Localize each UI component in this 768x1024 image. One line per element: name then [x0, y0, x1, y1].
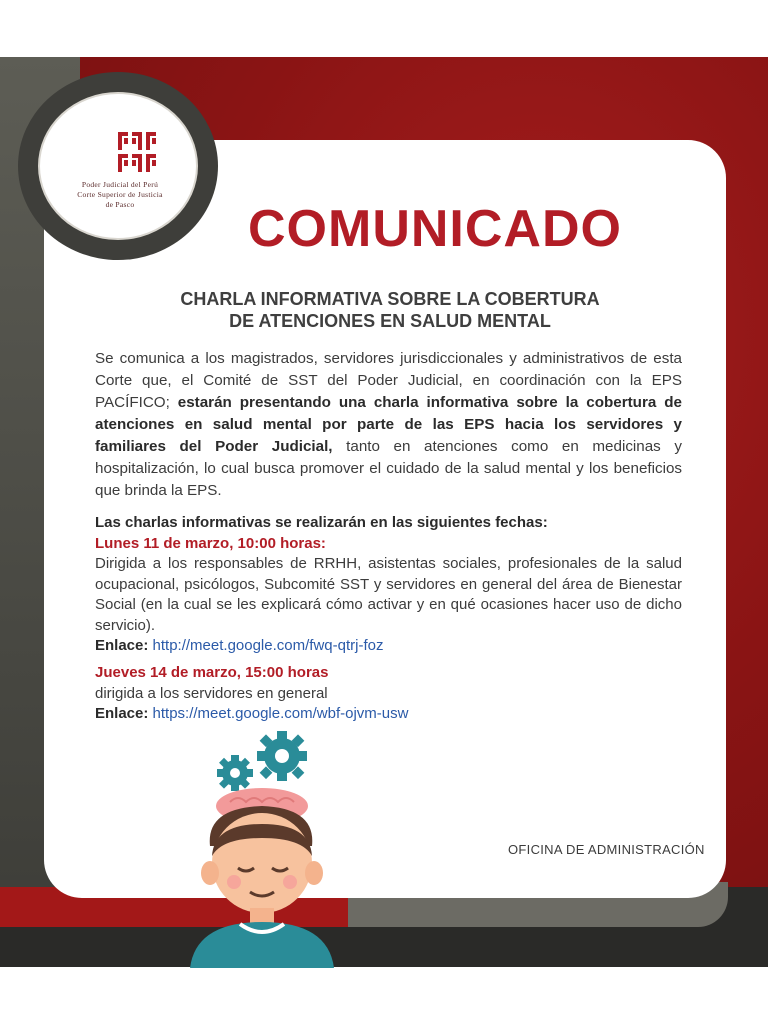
judicial-emblem-icon	[116, 130, 164, 174]
session-1-description: Dirigida a los responsables de RRHH, asistentas sociales, profesionales de la salud ocupacional, psicólogos, Subcomité SST y servidores en general del área de Bienestar Social (en la cual se les explicará cómo activar y en qué ocasiones hacer uso de dicho servicio).	[95, 555, 682, 634]
session-1-link-row	[95, 636, 682, 657]
subtitle-line-1: CHARLA INFORMATIVA SOBRE LA COBERTURA	[180, 289, 600, 309]
gear-small-icon	[217, 755, 253, 791]
office-signature: OFICINA DE ADMINISTRACIÓN	[508, 842, 705, 857]
thinking-kid-illustration	[170, 728, 350, 968]
logo-line-2: Corte Superior de Justicia	[77, 190, 163, 199]
session-2	[95, 663, 682, 725]
page-title: COMUNICADO	[248, 200, 622, 258]
announcement-paragraph	[95, 348, 682, 502]
session-1-link-label: Enlace:	[95, 637, 149, 654]
gear-large-icon	[257, 731, 307, 781]
session-1-date: Lunes 11 de marzo, 10:00 horas:	[95, 534, 326, 552]
logo-line-3: de Pasco	[105, 200, 135, 209]
session-2-link-label: Enlace:	[95, 705, 149, 722]
logo-line-1: Poder Judicial del Perú	[81, 180, 159, 189]
session-2-description: dirigida a los servidores en general	[95, 684, 328, 702]
session-2-link[interactable]: https://meet.google.com/wbf-ojvm-usw	[152, 705, 409, 722]
session-2-link-row	[95, 704, 682, 725]
subtitle-line-2: DE ATENCIONES EN SALUD MENTAL	[229, 311, 551, 331]
paragraph-intro: Se comunica a los magistrados, servidores jurisdiccionales y administrativos de esta Corte que, el Comité de SST del Poder Judicial, en coordinación con la EPS PACÍFICO;	[95, 350, 682, 411]
paragraph-bold: estarán presentando una charla informativa sobre la cobertura de atenciones en salud mental por parte de las EPS hacia los servidores y familiares del Poder Judicial,	[95, 394, 682, 455]
subtitle	[150, 288, 630, 332]
schedule-section	[95, 513, 682, 657]
schedule-heading: Las charlas informativas se realizarán en las siguientes fechas:	[95, 514, 548, 531]
session-2-date: Jueves 14 de marzo, 15:00 horas	[95, 664, 329, 681]
paragraph-rest: tanto en atenciones como en medicinas y hospitalización, lo cual busca promover el cuidado de la salud mental y los beneficios que brinda la EPS.	[95, 438, 682, 499]
session-1-link[interactable]: http://meet.google.com/fwq-qtrj-foz	[152, 637, 384, 654]
